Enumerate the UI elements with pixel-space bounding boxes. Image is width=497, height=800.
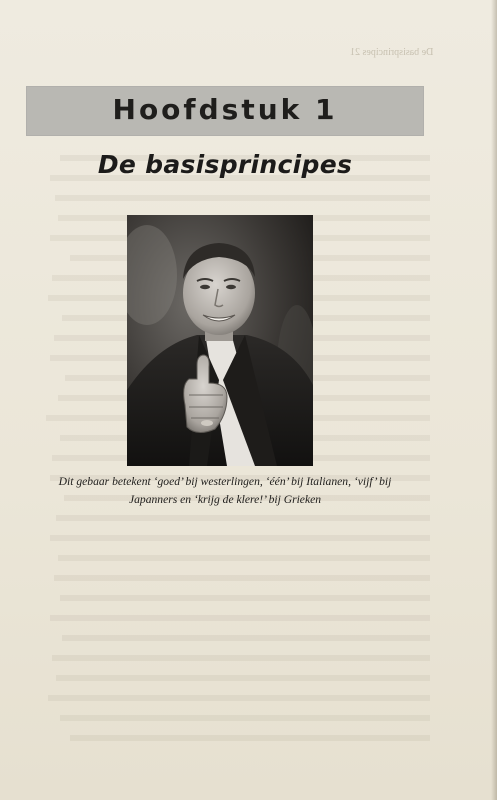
bleedthrough-bar (56, 675, 430, 681)
bleedthrough-bar (56, 515, 430, 521)
bleedthrough-line (30, 628, 430, 648)
bleedthrough-line (30, 688, 430, 708)
running-head-bleedthrough: De basisprincipes 21 (349, 47, 433, 58)
bleedthrough-line (30, 588, 430, 608)
chapter-label: Hoofdstuk 1 (112, 93, 338, 126)
bleedthrough-bar (48, 695, 430, 701)
bleedthrough-bar (54, 575, 430, 581)
photo-caption (22, 473, 428, 509)
photo-thumbs-up (127, 215, 313, 466)
bleedthrough-bar (50, 615, 430, 621)
photo-illustration (127, 215, 313, 466)
chapter-title: De basisprincipes (97, 150, 353, 179)
page-edge-shadow (491, 0, 497, 800)
bleedthrough-line (30, 568, 430, 588)
bleedthrough-line (30, 508, 430, 528)
bleedthrough-line (30, 528, 430, 548)
bleedthrough-line (30, 668, 430, 688)
bleedthrough-line (30, 728, 430, 748)
bleedthrough-bar (58, 555, 430, 561)
bleedthrough-bar (52, 655, 430, 661)
bleedthrough-line (30, 708, 430, 728)
caption-line-1: Dit gebaar betekent ‘goed’ bij westerlingen, ‘één’ bij Italianen, ‘vijf’ bij (58, 475, 392, 488)
chapter-band (26, 86, 424, 136)
bleedthrough-line (30, 548, 430, 568)
bleedthrough-bar (55, 195, 430, 201)
bleedthrough-line (30, 188, 430, 208)
bleedthrough-bar (62, 635, 430, 641)
bleedthrough-bar (60, 715, 430, 721)
bleedthrough-line (30, 608, 430, 628)
bleedthrough-bar (60, 595, 430, 601)
bleedthrough-line (30, 648, 430, 668)
bleedthrough-bar (50, 535, 430, 541)
caption-line-2: Japanners en ‘krijg de klere!’ bij Grieken (128, 493, 322, 506)
bleedthrough-bar (70, 735, 430, 741)
